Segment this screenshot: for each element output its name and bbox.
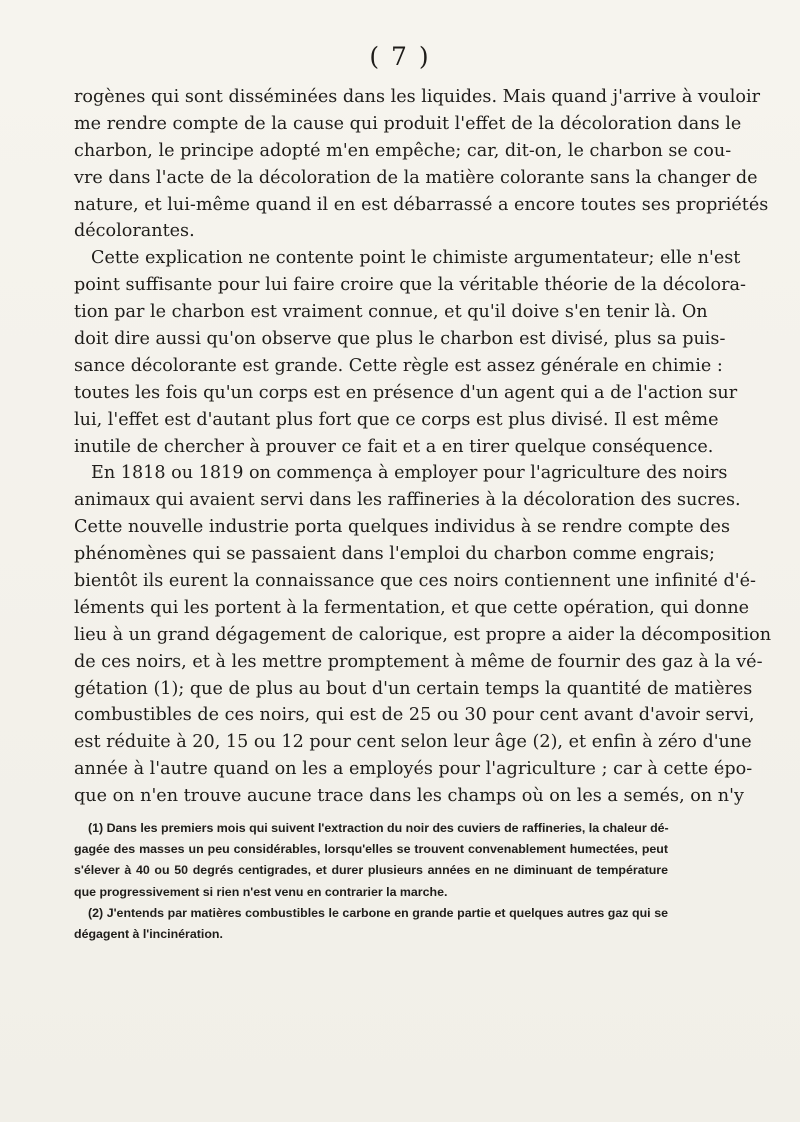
text-line: inutile de chercher à prouver ce fait et a en tirer quelque conséquence. — [74, 436, 714, 457]
footnotes — [74, 818, 668, 945]
text-line: En 1818 ou 1819 on commença à employer pour l'agriculture des noirs — [91, 463, 728, 484]
text-line: rogènes qui sont disséminées dans les liquides. Mais quand j'arrive à vouloir — [74, 87, 761, 107]
footnote-line: dégagent à l'incinération. — [74, 926, 223, 941]
footnote-line: (1) Dans les premiers mois qui suivent l'extraction du noir des cuviers de raffineries, la chaleur dé- — [88, 821, 669, 835]
text-line: gétation (1); que de plus au bout d'un certain temps la quantité de matières — [74, 678, 753, 699]
footnote-line: (2) J'entends par matières combustibles le carbone en grande partie et quelques autres gaz qui se — [88, 905, 668, 920]
text-line: de ces noirs, et à les mettre promptement à même de fournir des gaz à la vé- — [74, 651, 763, 672]
text-line: phénomènes qui se passaient dans l'emploi du charbon comme engrais; — [74, 544, 715, 565]
text-line: me rendre compte de la cause qui produit l'effet de la décoloration dans le — [74, 113, 742, 134]
footnote-line: s'élever à 40 ou 50 degrés centigrades, et durer plusieurs années en ne diminuant de température — [74, 863, 668, 878]
footnote-line: que progressivement si rien n'est venu en contrarier la marche. — [74, 884, 448, 899]
text-line: animaux qui avaient servi dans les raffineries à la décoloration des sucres. — [74, 490, 741, 511]
text-line: lieu à un grand dégagement de calorique, est propre a aider la décomposition — [74, 624, 772, 645]
main-text — [74, 84, 772, 810]
text-line: décolorantes. — [74, 221, 195, 242]
text-line: lui, l'effet est d'autant plus fort que ce corps est plus divisé. Il est même — [74, 409, 719, 430]
text-line: léments qui les portent à la fermentation, et que cette opération, qui donne — [74, 597, 750, 618]
page-number: ( 7 ) — [369, 42, 431, 71]
text-line: tion par le charbon est vraiment connue, et qu'il doive s'en tenir là. On — [74, 302, 708, 323]
text-line: est réduite à 20, 15 ou 12 pour cent selon leur âge (2), et enfin à zéro d'une — [74, 732, 752, 753]
text-line: point suffisante pour lui faire croire que la véritable théorie de la décolora- — [74, 275, 746, 296]
text-line: bientôt ils eurent la connaissance que ces noirs contiennent une infinité d'é- — [74, 571, 756, 592]
text-line: que on n'en trouve aucune trace dans les champs où on les a semés, on n'y — [74, 786, 744, 807]
text-line: année à l'autre quand on les a employés pour l'agriculture ; car à cette épo- — [74, 759, 753, 780]
text-line: charbon, le principe adopté m'en empêche; car, dit-on, le charbon se cou- — [74, 140, 732, 161]
footnote-line: gagée des masses un peu considérables, lorsqu'elles se trouvent convenablement humectées, peut — [74, 842, 668, 857]
text-line: sance décolorante est grande. Cette règle est assez générale en chimie : — [74, 355, 723, 376]
text-line: nature, et lui-même quand il en est débarrassé a encore toutes ses propriétés — [74, 194, 769, 215]
text-line: Cette explication ne contente point le chimiste argumentateur; elle n'est — [91, 248, 741, 269]
text-line: Cette nouvelle industrie porta quelques individus à se rendre compte des — [74, 517, 730, 538]
text-line: toutes les fois qu'un corps est en présence d'un agent qui a de l'action sur — [74, 382, 738, 403]
text-line: combustibles de ces noirs, qui est de 25 ou 30 pour cent avant d'avoir servi, — [74, 705, 755, 726]
text-line: vre dans l'acte de la décoloration de la matière colorante sans la changer de — [74, 167, 758, 188]
text-line: doit dire aussi qu'on observe que plus le charbon est divisé, plus sa puis- — [74, 329, 726, 350]
